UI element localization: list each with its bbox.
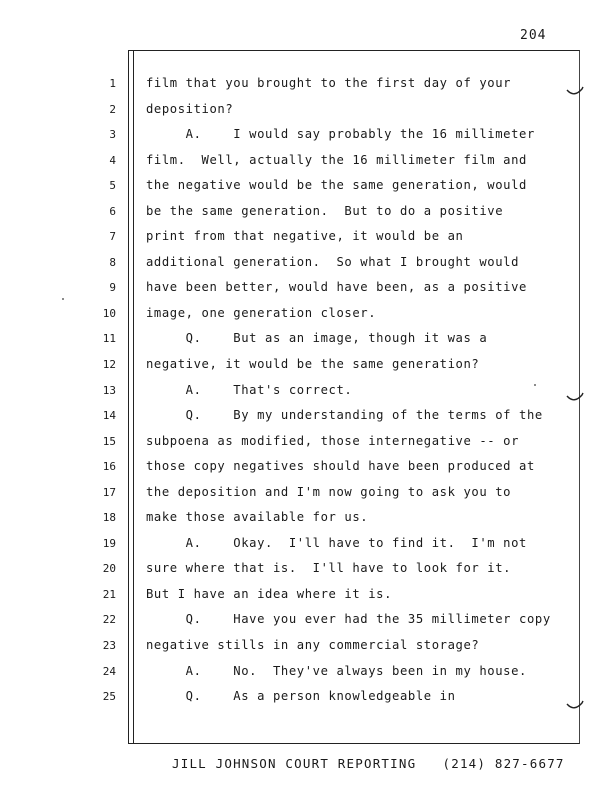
line-number: 21 (102, 587, 116, 601)
line-number: 12 (102, 358, 116, 372)
transcript-line: Q. Have you ever had the 35 millimeter copy (146, 612, 551, 627)
line-number: 13 (102, 383, 116, 397)
line-number: 6 (109, 204, 116, 218)
transcript-line: sure where that is. I'll have to look for it. (146, 561, 512, 576)
transcript-line: A. I would say probably the 16 millimeter (146, 127, 535, 142)
scan-speck (62, 298, 64, 300)
transcript-line: A. Okay. I'll have to find it. I'm not (146, 535, 527, 550)
line-number: 20 (102, 562, 116, 576)
line-number-column (96, 75, 116, 714)
line-number: 7 (109, 230, 116, 244)
line-number: 5 (109, 179, 116, 193)
transcript-line: Q. But as an image, though it was a (146, 331, 488, 346)
transcript-line: the deposition and I'm now going to ask you to (146, 484, 512, 499)
line-number: 25 (102, 690, 116, 704)
transcript-line: the negative would be the same generation, would (146, 178, 527, 193)
line-number: 1 (109, 77, 116, 90)
transcript-line: A. No. They've always been in my house. (146, 663, 527, 678)
checkmark-icon (566, 392, 584, 404)
transcript-line: A. That's correct. (146, 382, 353, 397)
scan-speck (534, 384, 536, 386)
checkmark-icon (566, 86, 584, 98)
transcript-line: But I have an idea where it is. (146, 586, 393, 601)
page-number: 204 (520, 28, 547, 43)
transcript-line: Q. By my understanding of the terms of the (146, 408, 543, 423)
transcript-line: print from that negative, it would be an (146, 229, 464, 244)
transcript-line: film that you brought to the first day of your (146, 76, 512, 90)
line-number: 4 (109, 153, 116, 167)
line-number: 22 (102, 613, 116, 627)
line-number: 16 (102, 460, 116, 474)
line-number: 8 (109, 255, 116, 269)
transcript-line: those copy negatives should have been produced at (146, 459, 535, 474)
transcript-line: Q. As a person knowledgeable in (146, 689, 456, 704)
line-number: 9 (109, 281, 116, 295)
transcript-line: image, one generation closer. (146, 305, 377, 320)
transcript-line: deposition? (146, 101, 234, 116)
transcript-line: have been better, would have been, as a positive (146, 280, 527, 295)
transcript-line: film. Well, actually the 16 millimeter film and (146, 152, 527, 167)
line-number: 15 (102, 434, 116, 448)
transcript-line: negative stills in any commercial storage? (146, 638, 480, 653)
transcript-line: make those available for us. (146, 510, 369, 525)
transcript-line: be the same generation. But to do a positive (146, 203, 504, 218)
line-number: 2 (109, 102, 116, 116)
checkmark-icon (566, 700, 584, 712)
transcript-line: subpoena as modified, those internegative -- or (146, 433, 520, 448)
line-number: 10 (102, 306, 116, 320)
footer-reporter: JILL JOHNSON COURT REPORTING (214) 827-6677 (172, 756, 565, 771)
transcript-line: additional generation. So what I brought would (146, 254, 520, 269)
line-number: 24 (102, 664, 116, 678)
transcript-line: negative, it would be the same generation? (146, 357, 480, 372)
line-number: 18 (102, 511, 116, 525)
line-number: 19 (102, 536, 116, 550)
transcript-text (146, 75, 576, 714)
line-number: 23 (102, 639, 116, 653)
line-number: 14 (102, 409, 116, 423)
line-number: 11 (102, 332, 116, 346)
line-number: 3 (109, 128, 116, 142)
line-number: 17 (102, 485, 116, 499)
